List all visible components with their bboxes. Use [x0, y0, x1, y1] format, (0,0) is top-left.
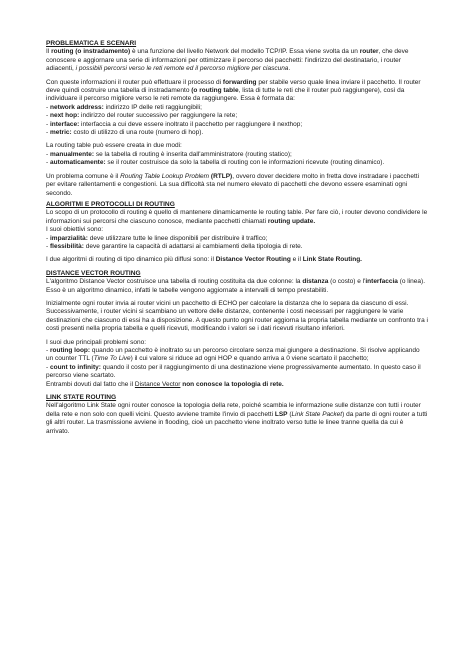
text-run: count to infinity: [49, 363, 101, 371]
text-run: indirizzo IP delle reti raggiungibili; [103, 103, 202, 111]
text-run: I due algoritmi di routing di tipo dinamico più diffusi sono: il [46, 256, 216, 264]
list-item [46, 159, 428, 167]
paragraph [46, 381, 428, 389]
text-run: Con queste informazioni il router può effettuare il processo di [46, 78, 223, 86]
text-run: interfaccia [365, 278, 398, 286]
text-run: non conosce la topologia di rete. [182, 380, 284, 388]
text-run: (o costo) e l' [328, 278, 366, 286]
text-run: next hop: [49, 112, 80, 120]
text-run: per stabile verso quale linea inviare il pacchetto. Il router deve quindi costruire una tabella di instradamento [46, 78, 421, 95]
paragraph [46, 209, 428, 226]
text-run: - [46, 242, 50, 250]
text-run: - [46, 103, 50, 111]
text-run: indirizzo del router successivo per raggiungere la rete; [79, 112, 238, 120]
heading-link-state: LINK STATE ROUTING [46, 394, 117, 402]
text-run: imparzialità: [49, 234, 88, 242]
text-run: (o routing table [191, 87, 239, 95]
text-run: interfaccia a cui deve essere inoltrato il pacchetto per raggiungere il nexthop; [79, 120, 303, 128]
list-item [46, 364, 428, 381]
text-run: e il [290, 256, 303, 264]
text-run: , ovvero dover decidere molto in fretta dove instradare i pacchetti per evitare rallentamenti e congestioni. La sua difficoltà sta nel numero elevato di pacchetti che devono essere esaminati ogni secondo. [46, 172, 420, 197]
list-item [46, 129, 428, 137]
text-run: i possibili percorsi verso le reti remote ed il percorso migliore per ciascuna [75, 65, 289, 73]
heading-problematica: PROBLEMATICA E SCENARI [46, 40, 137, 47]
text-run: Il [46, 48, 52, 56]
paragraph [46, 79, 428, 104]
text-run: - [46, 150, 50, 158]
text-run: Distance Vector [134, 380, 181, 388]
text-run: ) da parte di ogni router a tutti gli altri router. La trasmissione avviene in flooding, cioè un pacchetto viene inoltrato verso tutte le linee tranne quella da cui è arrivato. [46, 410, 428, 435]
text-run: distanza [302, 278, 329, 286]
list-item [46, 112, 428, 120]
paragraph [46, 339, 428, 347]
text-run: (o linea). Esso è un algoritmo dinamico, infatti le tabelle vengono aggiornate a intervalli di tempo prestabiliti. [46, 278, 426, 294]
text-run: Lo scopo di un protocollo di routing è quello di mantenere dinamicamente le routing table. Per fare ciò, i router devono condividere le informazioni sui percorsi che ciascuno conosce, mediante pacchetti chiamati [46, 209, 428, 225]
text-run: deve utilizzare tutte le linee disponibili per distribuire il traffico; [87, 234, 268, 242]
text-run: - [46, 347, 50, 354]
text-run: , lista di tutte le reti che il router può raggiungere), così da individuare il percorso migliore verso le reti remote da raggiungere. Essa è formata da: [46, 87, 405, 103]
text-run: se la tabella di routing è inserita dall'amministratore (routing statico); [94, 150, 292, 158]
text-run: automaticamente: [49, 159, 106, 167]
text-run: routing loop: [49, 347, 91, 354]
text-run: deve garantire la capacità di adattarsi ai cambiamenti della tipologia di rete. [83, 242, 303, 250]
text-run: router [359, 48, 379, 56]
text-run: interface: [49, 120, 80, 128]
text-run: ) il cui valore si riduce ad ogni HOP e quando arriva a 0 viene scartato il pacchetto; [130, 355, 369, 363]
text-run: I suoi due principali problemi sono: [46, 338, 147, 346]
text-run: - [46, 120, 50, 128]
paragraph [46, 256, 428, 264]
heading-distance-vector: DISTANCE VECTOR ROUTING [46, 269, 141, 277]
list-item [46, 151, 428, 159]
paragraph [46, 226, 428, 234]
text-run: metric: [49, 129, 72, 137]
text-run: flessibilità: [49, 242, 84, 250]
text-run: forwarding [222, 78, 257, 86]
text-run: (RTLP) [210, 172, 233, 180]
text-run: - [46, 159, 50, 167]
text-run: L'algoritmo Distance Vector costruisce una tabella di routing costituita da due colonne: la [46, 278, 303, 286]
text-run: se il router costruisce da solo la tabella di routing con le informazioni ricevute (routing dinamico). [105, 159, 385, 167]
text-run: ( [287, 410, 292, 418]
text-run: Distance Vector Routing [215, 256, 291, 264]
text-run: Link State Packet [291, 410, 343, 418]
text-run: Inizialmente ogni router invia ai router vicini un pacchetto di ECHO per calcolare la distanza che lo separa da ciascuno di essi. Successivamente, i router vicini si scambiano un vettore delle distanze, contenente i costi necessari per raggiungere le varie destinazioni che ciascuno di essi ha a disposizione. A questo punto ogni router aggiorna la propria tabella mediante un confronto tra i costi presenti nella propria tabella e quelli ricevuti, modificando i valori se i dati ricevuti risultano inferiori. [46, 299, 428, 333]
list-item [46, 235, 428, 243]
text-run: quando un pacchetto è inoltrato su un percorso circolare senza mai giungere a destinazione. Si risolve applicando un counter TTL ( [46, 347, 420, 363]
text-run: network address: [49, 103, 104, 111]
paragraph [46, 300, 428, 334]
text-run: - [46, 363, 50, 371]
text-run: . [288, 65, 291, 73]
text-run: - [46, 234, 50, 242]
list-item [46, 347, 428, 364]
text-run: routing (o instradamento) [51, 48, 131, 56]
text-run: Entrambi dovuti dal fatto che il [46, 380, 135, 388]
text-run: Routing Table Lookup Problem [120, 172, 210, 180]
text-run: - [46, 129, 50, 137]
text-run: - [46, 112, 50, 120]
paragraph [46, 402, 428, 436]
text-run: Link State Routing. [302, 256, 362, 264]
list-item [46, 121, 428, 129]
text-run: , che deve conoscere e aggiornare una serie di informazioni per ottimizzare il percorso dei pacchetti: l'indirizzo del destinatario, i router adiacenti, [46, 48, 409, 73]
heading-algoritmi: ALGORITMI E PROTOCOLLI DI ROUTING [46, 200, 175, 208]
paragraph [46, 142, 428, 150]
text-run: costo di utilizzo di una route (numero di hop). [71, 129, 204, 137]
text-run: Time To Live [93, 355, 131, 363]
paragraph [46, 278, 428, 295]
text-run: I suoi obiettivi sono: [46, 226, 104, 234]
text-run: è una funzione del livello Network del modello TCP/IP. Essa viene svolta da un [130, 48, 360, 56]
text-run: Un problema comune è il [46, 172, 121, 180]
text-run: La routing table può essere creata in due modi: [46, 142, 182, 150]
list-item [46, 243, 428, 251]
text-run: LSP [274, 410, 288, 418]
text-run: quando il costo per il raggiungimento di una destinazione viene progressivamente aumentato. In questo caso il percorso viene scartato. [46, 363, 421, 380]
list-item [46, 104, 428, 112]
text-run: manualmente: [49, 150, 95, 158]
paragraph [46, 48, 428, 73]
paragraph [46, 173, 428, 198]
text-run: Nell'algoritmo Link State ogni router conosce la topologia della rete, poiché scambia le informazione sulle distanze con tutti i router della rete e non solo con quelli vicini. Questo avviene tramite l'invio di pacchetti [46, 402, 421, 418]
text-run: routing update. [267, 217, 316, 225]
